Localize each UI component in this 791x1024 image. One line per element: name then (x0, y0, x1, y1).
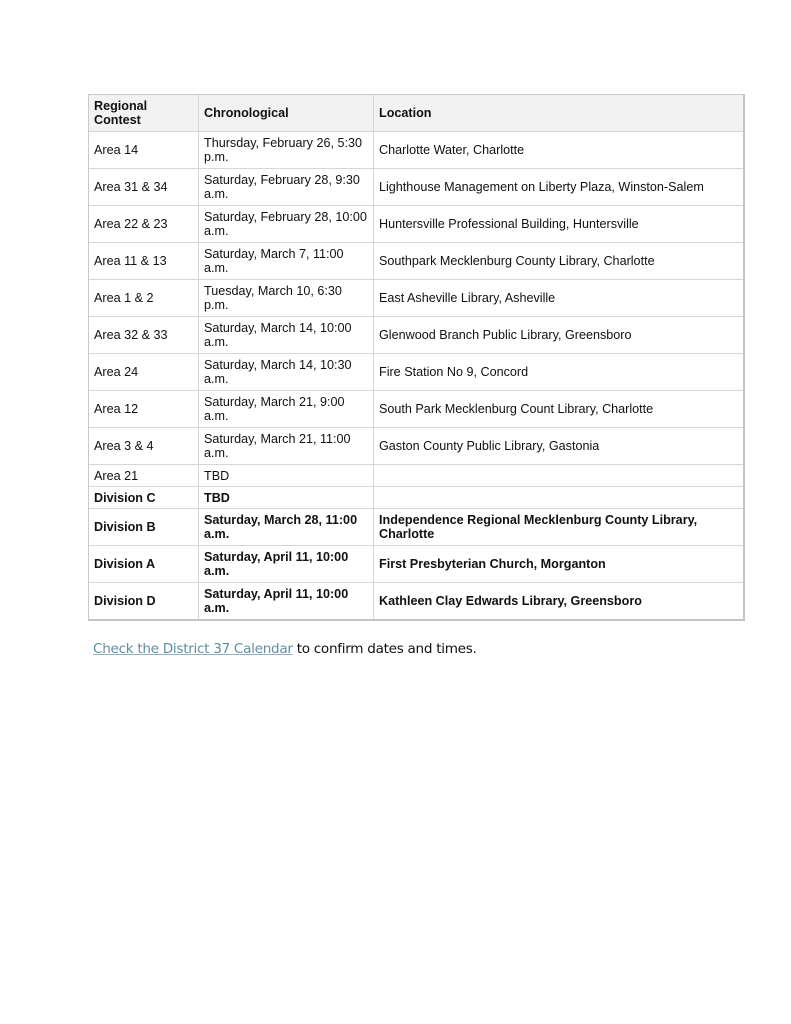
contest-cell: Division A (89, 546, 199, 583)
location-cell: Gaston County Public Library, Gastonia (374, 428, 743, 465)
location-cell: Southpark Mecklenburg County Library, Charlotte (374, 243, 743, 280)
table-row (89, 354, 743, 391)
location-cell: Independence Regional Mecklenburg County Library, Charlotte (374, 509, 743, 546)
district-calendar-link[interactable]: Check the District 37 Calendar (93, 641, 293, 657)
calendar-note (93, 641, 477, 657)
table-row (89, 169, 743, 206)
date-cell: Saturday, March 21, 11:00 a.m. (199, 428, 374, 465)
location-cell (374, 487, 743, 509)
table-row (89, 583, 743, 619)
location-cell: Huntersville Professional Building, Huntersville (374, 206, 743, 243)
calendar-note-text: to confirm dates and times. (292, 641, 477, 657)
date-cell: TBD (199, 487, 374, 509)
date-cell: Tuesday, March 10, 6:30 p.m. (199, 280, 374, 317)
contest-cell: Area 22 & 23 (89, 206, 199, 243)
contest-cell: Area 3 & 4 (89, 428, 199, 465)
table-row (89, 243, 743, 280)
table-row (89, 317, 743, 354)
location-cell: Charlotte Water, Charlotte (374, 132, 743, 169)
date-cell: Thursday, February 26, 5:30 p.m. (199, 132, 374, 169)
contest-cell: Area 21 (89, 465, 199, 487)
contest-cell: Area 12 (89, 391, 199, 428)
location-cell: Fire Station No 9, Concord (374, 354, 743, 391)
contest-cell: Area 1 & 2 (89, 280, 199, 317)
table-row (89, 206, 743, 243)
contest-cell: Division D (89, 583, 199, 619)
contest-cell: Area 11 & 13 (89, 243, 199, 280)
location-cell: East Asheville Library, Asheville (374, 280, 743, 317)
table-body (89, 132, 743, 619)
date-cell: Saturday, April 11, 10:00 a.m. (199, 546, 374, 583)
location-cell: First Presbyterian Church, Morganton (374, 546, 743, 583)
contest-cell: Area 32 & 33 (89, 317, 199, 354)
table-row (89, 546, 743, 583)
contest-cell: Area 14 (89, 132, 199, 169)
date-cell: Saturday, February 28, 10:00 a.m. (199, 206, 374, 243)
contest-cell: Area 24 (89, 354, 199, 391)
table-row (89, 391, 743, 428)
date-cell: Saturday, February 28, 9:30 a.m. (199, 169, 374, 206)
contest-schedule-table (88, 94, 745, 621)
date-cell: Saturday, March 14, 10:00 a.m. (199, 317, 374, 354)
location-cell: Kathleen Clay Edwards Library, Greensboro (379, 594, 642, 608)
table-row (89, 280, 743, 317)
date-cell: Saturday, March 21, 9:00 a.m. (199, 391, 374, 428)
table-row (89, 509, 743, 546)
location-cell: Glenwood Branch Public Library, Greensboro (374, 317, 743, 354)
header-chronological: Chronological (199, 95, 374, 132)
date-cell: Saturday, March 7, 11:00 a.m. (199, 243, 374, 280)
date-cell: TBD (199, 465, 374, 487)
table-row (89, 487, 743, 509)
table-row (89, 132, 743, 169)
location-cell: South Park Mecklenburg Count Library, Charlotte (374, 391, 743, 428)
header-location: Location (374, 95, 743, 132)
table-header-row (89, 95, 743, 132)
contest-cell: Division C (89, 487, 199, 509)
table-row (89, 428, 743, 465)
date-cell: Saturday, April 11, 10:00 a.m. (199, 583, 374, 619)
location-cell: Lighthouse Management on Liberty Plaza, Winston-Salem (374, 169, 743, 206)
contest-cell: Division B (89, 509, 199, 546)
table-row (89, 465, 743, 487)
location-cell (374, 465, 743, 487)
date-cell: Saturday, March 28, 11:00 a.m. (199, 509, 374, 546)
contest-cell: Area 31 & 34 (89, 169, 199, 206)
date-cell: Saturday, March 14, 10:30 a.m. (199, 354, 374, 391)
header-regional-contest: Regional Contest (89, 95, 199, 132)
